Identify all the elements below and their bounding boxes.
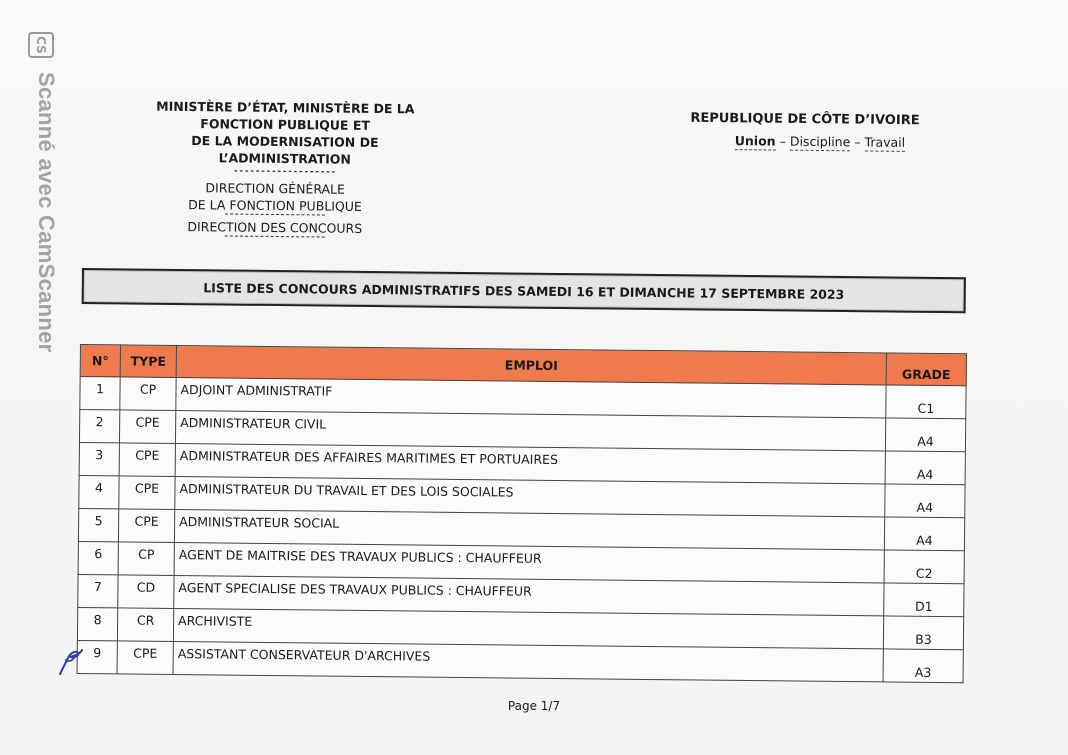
ministry-line: FONCTION PUBLIQUE ET xyxy=(200,116,371,133)
direction-block xyxy=(150,179,401,239)
cell-num: 3 xyxy=(79,442,119,475)
cell-type: CPE xyxy=(118,509,174,543)
cell-grade: C1 xyxy=(886,385,966,419)
cell-grade: A3 xyxy=(883,649,963,683)
motto-word: Discipline xyxy=(789,133,851,150)
cell-type: CP xyxy=(118,542,174,576)
column-header-num: N° xyxy=(80,345,120,377)
direction-generale-line: DIRECTION GÉNÉRALE xyxy=(205,180,346,197)
cell-num: 6 xyxy=(78,541,118,574)
list-title: LISTE DES CONCOURS ADMINISTRATIFS DES SAMEDI 16 ET DIMANCHE 17 SEPTEMBRE 2023 xyxy=(203,280,845,302)
cell-grade: B3 xyxy=(883,616,963,650)
concours-table xyxy=(77,344,967,683)
motto-separator: – xyxy=(779,133,786,149)
cell-type: CR xyxy=(117,608,173,642)
cell-emploi: ADJOINT ADMINISTRATIF xyxy=(176,378,886,418)
cell-grade: D1 xyxy=(884,583,964,617)
column-header-grade: GRADE xyxy=(886,353,966,386)
cell-emploi: AGENT DE MAITRISE DES TRAVAUX PUBLICS : CHAUFFEUR xyxy=(174,542,884,582)
cell-grade: A4 xyxy=(885,418,965,452)
direction-generale-line: DE LA FONCTION PUBLIQUE xyxy=(188,197,362,214)
column-header-emploi: EMPLOI xyxy=(176,346,886,385)
cell-type: CPE xyxy=(119,443,175,477)
motto-word: Travail xyxy=(864,134,906,150)
concours-table-wrapper xyxy=(77,344,966,683)
direction-concours: DIRECTION DES CONCOURS xyxy=(187,219,363,236)
cell-num: 9 xyxy=(77,640,117,673)
national-motto xyxy=(700,132,940,152)
cell-num: 1 xyxy=(80,377,120,410)
cell-emploi: ADMINISTRATEUR DU TRAVAIL ET DES LOIS SOCIALES xyxy=(175,477,885,517)
camscanner-logo-icon: CS xyxy=(28,32,54,58)
ministry-header xyxy=(110,97,461,179)
camscanner-watermark xyxy=(26,30,62,410)
cell-grade: A4 xyxy=(885,451,965,485)
ministry-line: DE LA MODERNISATION DE xyxy=(191,133,379,150)
cell-num: 5 xyxy=(78,508,118,541)
cell-emploi: ADMINISTRATEUR SOCIAL xyxy=(174,510,884,550)
cell-num: 8 xyxy=(77,607,117,640)
ministry-line: MINISTÈRE D’ÉTAT, MINISTÈRE DE LA xyxy=(156,98,415,117)
cell-emploi: ASSISTANT CONSERVATEUR D'ARCHIVES xyxy=(173,641,883,681)
cell-type: CPE xyxy=(119,410,175,444)
cell-type: CPE xyxy=(117,641,173,675)
watermark-text: Scanné avec CamScanner xyxy=(34,72,59,353)
cell-type: CPE xyxy=(119,476,175,510)
header-separator: ------------------- xyxy=(233,166,337,178)
cell-grade: A4 xyxy=(885,484,965,518)
cell-emploi: ADMINISTRATEUR CIVIL xyxy=(175,411,885,451)
cell-type: CP xyxy=(120,377,176,411)
ministry-line: L’ADMINISTRATION xyxy=(218,150,351,167)
cell-num: 7 xyxy=(78,574,118,607)
motto-word: Union xyxy=(734,133,776,149)
cell-emploi: ARCHIVISTE xyxy=(173,608,883,648)
republic-title: REPUBLIQUE DE CÔTE D’IVOIRE xyxy=(690,110,920,129)
cell-num: 4 xyxy=(79,475,119,508)
column-header-type: TYPE xyxy=(120,345,176,378)
cell-emploi: AGENT SPECIALISE DES TRAVAUX PUBLICS : CHAUFFEUR xyxy=(174,575,884,615)
cell-num: 2 xyxy=(79,410,119,443)
page-number: Page 1/7 xyxy=(507,699,561,713)
motto-separator: – xyxy=(854,134,861,150)
cell-grade: A4 xyxy=(884,517,964,551)
cell-emploi: ADMINISTRATEUR DES AFFAIRES MARITIMES ET PORTUAIRES xyxy=(175,444,885,484)
cell-grade: C2 xyxy=(884,550,964,584)
handwritten-signature-icon xyxy=(56,644,86,678)
list-title-banner xyxy=(82,268,966,313)
cell-type: CD xyxy=(118,575,174,609)
